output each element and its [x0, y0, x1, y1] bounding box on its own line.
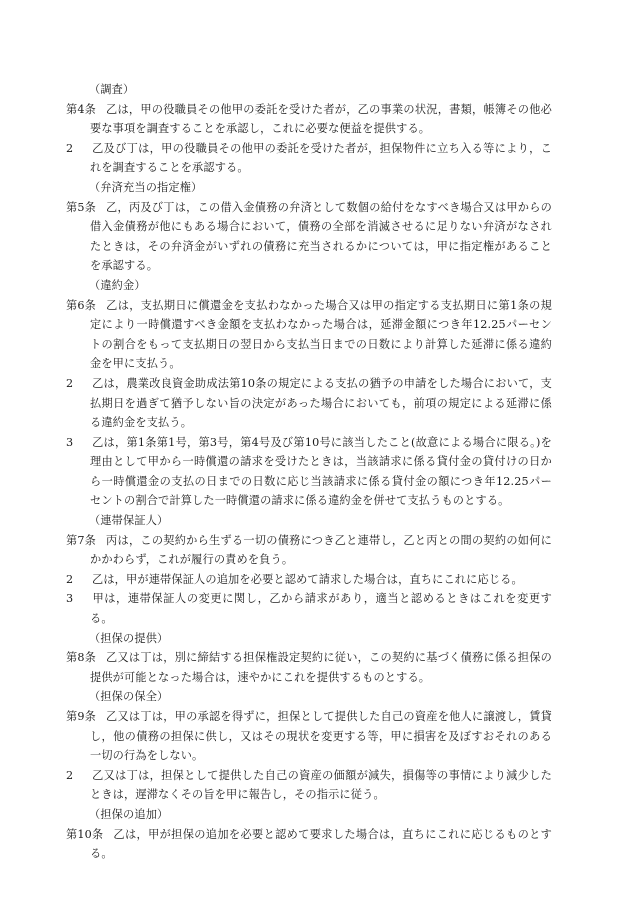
numbered-paragraph: 2 乙及び丁は，甲の役職員その他甲の委託を受けた者が，担保物件に立ち入る等により，これを調査することを承認する。 [66, 141, 552, 175]
paragraph-text: 乙及び丁は，甲の役職員その他甲の委託を受けた者が，担保物件に立ち入る等により，これを調査することを承認する。 [90, 141, 552, 175]
article-heading: （担保の保全） [89, 690, 169, 704]
article-clause [66, 198, 552, 276]
article-number: 第5条 [66, 200, 96, 214]
article-heading: （担保の提供） [89, 631, 169, 645]
paragraph-text: 乙又は丁は，担保として提供した自己の資産の価額が減失，損傷等の事情により減少したときは，遅滞なくその旨を甲に報告し，その指示に従う。 [90, 768, 552, 802]
article-text: 乙，丙及び丁は，この借入金債務の弁済として数個の給付をなすべき場合又は甲からの借入金債務が他にもある場合において，債務の全部を消滅させるに足りない弁済がなされたときは，その弁済金がいずれの債務に充当されるかについては，甲に指定権があることを承認する。 [90, 200, 552, 273]
contract-body [66, 80, 552, 864]
numbered-paragraph: 2 乙又は丁は，担保として提供した自己の資産の価額が減失，損傷等の事情により減少したときは，遅滞なくその旨を甲に報告し，その指示に従う。 [66, 768, 552, 802]
numbered-paragraph: 2 乙は，甲が連帯保証人の追加を必要と認めて請求した場合は，直ちにこれに応じる。 [66, 572, 523, 586]
article-clause [66, 648, 552, 687]
paragraph-text: 乙は，甲が連帯保証人の追加を必要と認めて請求した場合は，直ちにこれに応じる。 [92, 572, 523, 586]
article-text: 乙は，甲が担保の追加を必要と認めて要求した場合は，直ちにこれに応じるものとする。 [90, 827, 552, 861]
article-number: 第6条 [66, 298, 96, 312]
article-number: 第10条 [66, 827, 104, 841]
article-heading: （弁済充当の指定権） [89, 180, 203, 194]
paragraph-text: 乙は，農業改良資金助成法第10条の規定による支払の猶予の申請をした場合において，支払期日を過ぎて猶予しない旨の決定があった場合においても，前項の規定による延滞に係る違約金を支払う。 [90, 376, 552, 430]
numbered-paragraph: 3 甲は，連帯保証人の変更に関し，乙から請求があり，適当と認めるときはこれを変更する。 [66, 592, 552, 626]
article-text: 乙は，支払期日に償還金を支払わなかった場合又は甲の指定する支払期日に第1条の規定により一時償還すべき金額を支払わなかった場合は，延滞金額につき年12.25パーセントの割合をもって支払期日の翌日から支払当日までの日数により計算した延滞に係る違約金を甲に支払う。 [90, 298, 552, 371]
article-text: 乙又は丁は，甲の承認を得ずに，担保として提供した自己の資産を他人に譲渡し，賃貸し，他の債務の担保に供し，又はその現状を変更する等，甲に損害を及ぼすおそれのある一切の行為をしない。 [90, 710, 552, 763]
article-clause [66, 100, 552, 139]
article-number: 第7条 [66, 533, 96, 547]
article-clause [66, 296, 552, 374]
article-heading: （違約金） [89, 278, 146, 292]
article-heading: （担保の追加） [89, 807, 169, 821]
article-number: 第9条 [66, 710, 96, 723]
article-heading: （連帯保証人） [89, 514, 169, 528]
article-number: 第4条 [66, 102, 96, 116]
article-clause [66, 707, 552, 766]
article-clause [66, 825, 552, 864]
numbered-paragraph: 3 乙は，第1条第1号，第3号，第4号及び第10号に該当したこと(故意による場合に限る。)を理由として甲から一時償還の請求を受けたときは，当該請求に係る貸付金の貸付けの日から一時償還金の支払の日までの日数に応じ当該請求に係る貸付金の額につき年12.25パーセントの割合で計算した一時償還の請求に係る違約金を併せて支払うものとする。 [66, 435, 552, 508]
numbered-paragraph: 2 乙は，農業改良資金助成法第10条の規定による支払の猶予の申請をした場合において，支払期日を過ぎて猶予しない旨の決定があった場合においても，前項の規定による延滞に係る違約金を支払う。 [66, 376, 552, 430]
article-number: 第8条 [66, 651, 96, 665]
article-heading: （調査） [89, 83, 135, 96]
paragraph-text: 甲は，連帯保証人の変更に関し，乙から請求があり，適当と認めるときはこれを変更する。 [90, 592, 552, 626]
article-clause [66, 531, 552, 570]
article-text: 丙は，この契約から生ずる一切の債務につき乙と連帯し，乙と丙との間の契約の如何にかかわらず，これが履行の責めを負う。 [90, 533, 552, 567]
paragraph-text: 乙は，第1条第1号，第3号，第4号及び第10号に該当したこと(故意による場合に限る。)を理由として甲から一時償還の請求を受けたときは，当該請求に係る貸付金の貸付けの日から一時償還金の支払の日までの日数に応じ当該請求に係る貸付金の額につき年12.25パーセントの割合で計算した一時償還の請求に係る違約金を併せて支払うものとする。 [90, 435, 552, 508]
article-text: 乙は，甲の役職員その他甲の委託を受けた者が，乙の事業の状況，書類，帳簿その他必要な事項を調査することを承認し，これに必要な便益を提供する。 [90, 102, 552, 136]
article-text: 乙又は丁は，別に締結する担保権設定契約に従い，この契約に基づく債務に係る担保の提供が可能となった場合は，速やかにこれを提供するものとする。 [90, 651, 552, 684]
